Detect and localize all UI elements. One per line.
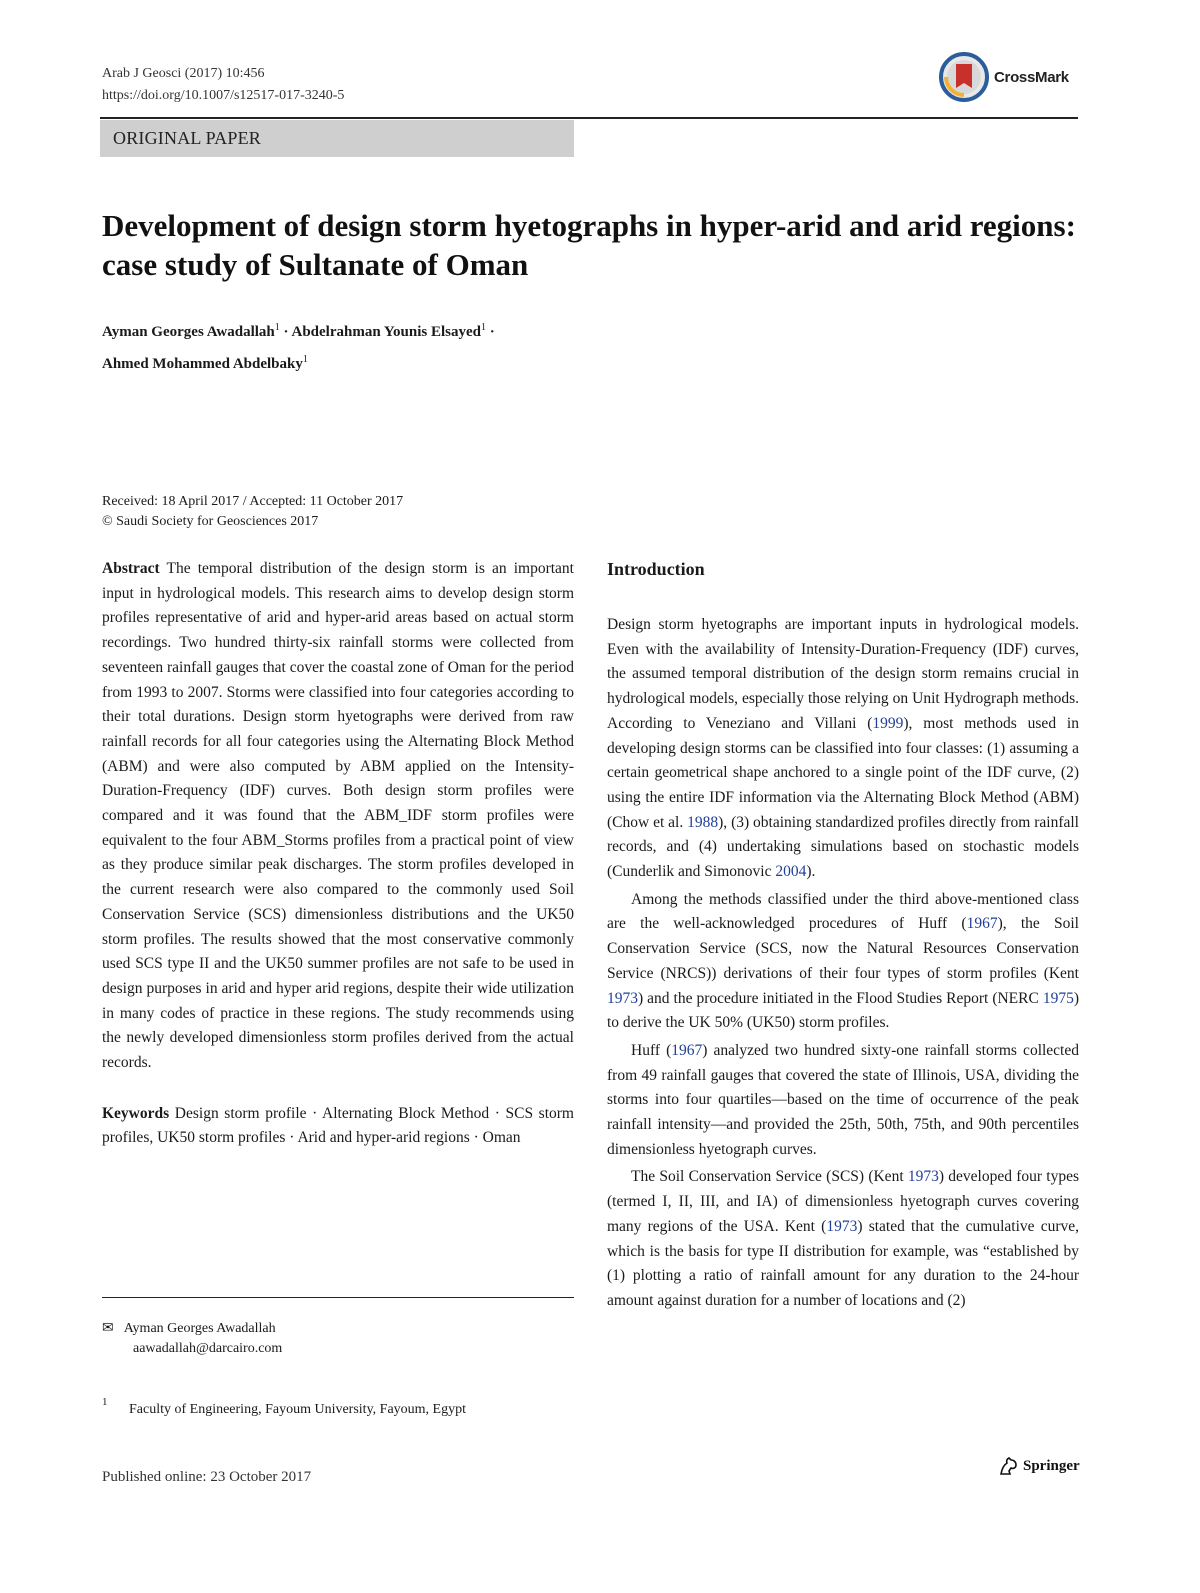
springer-label: Springer — [1023, 1457, 1080, 1474]
crossmark-label: CrossMark — [994, 68, 1069, 86]
citation-link[interactable]: 1999 — [872, 714, 904, 732]
citation-link[interactable]: 2004 — [775, 863, 807, 881]
affiliation-text: Faculty of Engineering, Fayoum University, Fayoum, Egypt — [129, 1402, 466, 1417]
affil-mark: 1 — [274, 322, 280, 333]
text-run: ) developed four types (termed I, II, III, and IA) of dimensionless hyetograph curves covering many regions of the USA. Kent ( — [607, 1168, 1080, 1235]
citation-link[interactable]: 1967 — [671, 1041, 703, 1059]
keywords-label: Keywords — [102, 1104, 170, 1122]
author-1[interactable]: Ayman Georges Awadallah — [102, 324, 275, 340]
correspondence-email[interactable]: aawadallah@darcairo.com — [133, 1341, 283, 1356]
citation-link[interactable]: 1988 — [687, 813, 719, 831]
footnote-divider — [102, 1297, 574, 1298]
author-separator: · — [283, 324, 289, 340]
text-run: Among the methods classified under the third above-mentioned class are the well-acknowledged procedures of Huff ( — [607, 890, 1079, 933]
text-run: ) and the procedure initiated in the Flood Studies Report (NERC — [638, 989, 1043, 1007]
journal-citation: Arab J Geosci (2017) 10:456 — [102, 66, 265, 81]
abstract-label: Abstract — [102, 560, 160, 577]
correspondence-author — [102, 1318, 276, 1339]
intro-paragraph-4 — [607, 1165, 1079, 1313]
citation-link[interactable]: 1973 — [826, 1217, 858, 1235]
text-run: ) stated that the cumulative curve, which is the basis for type II distribution for example, was “established by (1) plotting a ratio of rainfall amount for any duration to the 24-hour amount against duration for a number of locations and (2) — [607, 1217, 1080, 1309]
introduction-heading: Introduction — [607, 559, 705, 579]
text-run: Huff ( — [631, 1041, 672, 1059]
intro-paragraph-3 — [607, 1039, 1079, 1163]
affil-mark: 1 — [302, 354, 308, 365]
author-2[interactable]: Abdelrahman Younis Elsayed — [291, 324, 481, 340]
received-accepted-dates: Received: 18 April 2017 / Accepted: 11 October 2017 — [102, 494, 404, 509]
author-3[interactable]: Ahmed Mohammed Abdelbaky — [102, 356, 303, 372]
section-label: ORIGINAL PAPER — [113, 128, 261, 148]
abstract — [102, 557, 574, 1076]
text-run: ). — [806, 863, 816, 881]
doi-link[interactable]: https://doi.org/10.1007/s12517-017-3240-5 — [102, 88, 345, 103]
copyright-notice: © Saudi Society for Geosciences 2017 — [102, 514, 319, 529]
abstract-text: The temporal distribution of the design storm is an important input in hydrological models. This research aims to develop design storm profiles representative of arid and hyper-arid areas based on actual storm recordings. Two hundred thirty-six rainfall storms were collected from seventeen rainfall gauges that cover the coastal zone of Oman for the period from 1993 to 2007. Storms were classified into four categories according to their total durations. Design storm hyetographs were derived from raw rainfall records for all four categories using the Alternating Block Method (ABM) and were also computed by ABM applied on the Intensity-Duration-Frequency (IDF) curves. Both design storm profiles were compared and it was found that the ABM_IDF storm profiles were equivalent to the four ABM_Storms profiles from a practical point of view as they produce similar peak discharges. The storm profiles developed in the current research were also compared to the commonly used Soil Conservation Service (SCS) dimensionless distributions and the UK50 storm profiles. The results showed that the most conservative commonly used SCS type II and the UK50 summer profiles are not safe to be used in design purposes in arid and hyper arid regions, despite their wide utilization in many codes of practice in these regions. The study recommends using the newly developed dimensionless storm profiles derived from the actual records. — [102, 560, 574, 1072]
citation-link[interactable]: 1973 — [607, 989, 638, 1007]
intro-paragraph-1 — [607, 613, 1079, 885]
intro-paragraph-2 — [607, 888, 1079, 1036]
header-divider — [100, 117, 1078, 119]
right-column — [607, 557, 1079, 1314]
springer-logo — [998, 1456, 1080, 1476]
keywords-text: Design storm profile · Alternating Block Method · SCS storm profiles, UK50 storm profiles · Arid and hyper-arid regions · Oman — [102, 1104, 574, 1147]
text-run: ), (3) obtaining standardized profiles directly from rainfall records, and (4) undertaking simulations based on stochastic models (Cunderlik and Simonovic — [607, 813, 1079, 881]
crossmark-icon — [938, 52, 990, 102]
author-separator: · — [489, 324, 495, 340]
keywords — [102, 1102, 574, 1151]
affiliation-number: 1 — [102, 1396, 108, 1408]
text-run: ), the Soil Conservation Service (SCS, now the Natural Resources Conservation Service (NRCS)) derivations of their four types of storm profiles (Kent — [607, 915, 1079, 982]
text-run: The Soil Conservation Service (SCS) (Kent — [631, 1168, 908, 1186]
correspondence-name: Ayman Georges Awadallah — [123, 1321, 276, 1336]
text-run: Design storm hyetographs are important inputs in hydrological models. Even with the availability of Intensity-Duration-Frequency (IDF) curves, the assumed temporal distribution of the design storm remains crucial in hydrological models, especially those relying on Unit Hydrograph methods. According to Veneziano and Villani ( — [607, 616, 1079, 732]
left-column — [102, 557, 574, 1151]
citation-link[interactable]: 1975 — [1042, 989, 1074, 1007]
citation-link[interactable]: 1973 — [907, 1168, 939, 1186]
paper-title: Development of design storm hyetographs in hyper-arid and arid regions: case study of Sultanate of Oman — [102, 208, 1076, 282]
crossmark-badge[interactable] — [938, 52, 1069, 102]
text-run: ) to derive the UK 50% (UK50) storm profiles. — [607, 989, 1079, 1032]
published-online-date: Published online: 23 October 2017 — [102, 1469, 312, 1485]
springer-horse-icon — [998, 1456, 1020, 1476]
author-list — [102, 314, 802, 378]
text-run: ) analyzed two hundred sixty-one rainfall storms collected from 49 rainfall gauges that covered the state of Illinois, USA, dividing the storms into four quartiles—based on the time of occurrence of the peak rainfall intensity—and provided the 25th, 50th, 75th, and 90th percentiles dimensionless hyetograph curves. — [607, 1041, 1079, 1158]
affil-mark: 1 — [480, 322, 486, 333]
citation-link[interactable]: 1967 — [966, 915, 998, 933]
envelope-icon: ✉ — [102, 1320, 114, 1336]
text-run: ), most methods used in developing design storms can be classified into four classes: (1) assuming a certain geometrical shape anchored to a single point of the IDF curve, (2) using the entire IDF information via the Alternating Block Method (ABM) (Chow et al. — [607, 714, 1079, 831]
